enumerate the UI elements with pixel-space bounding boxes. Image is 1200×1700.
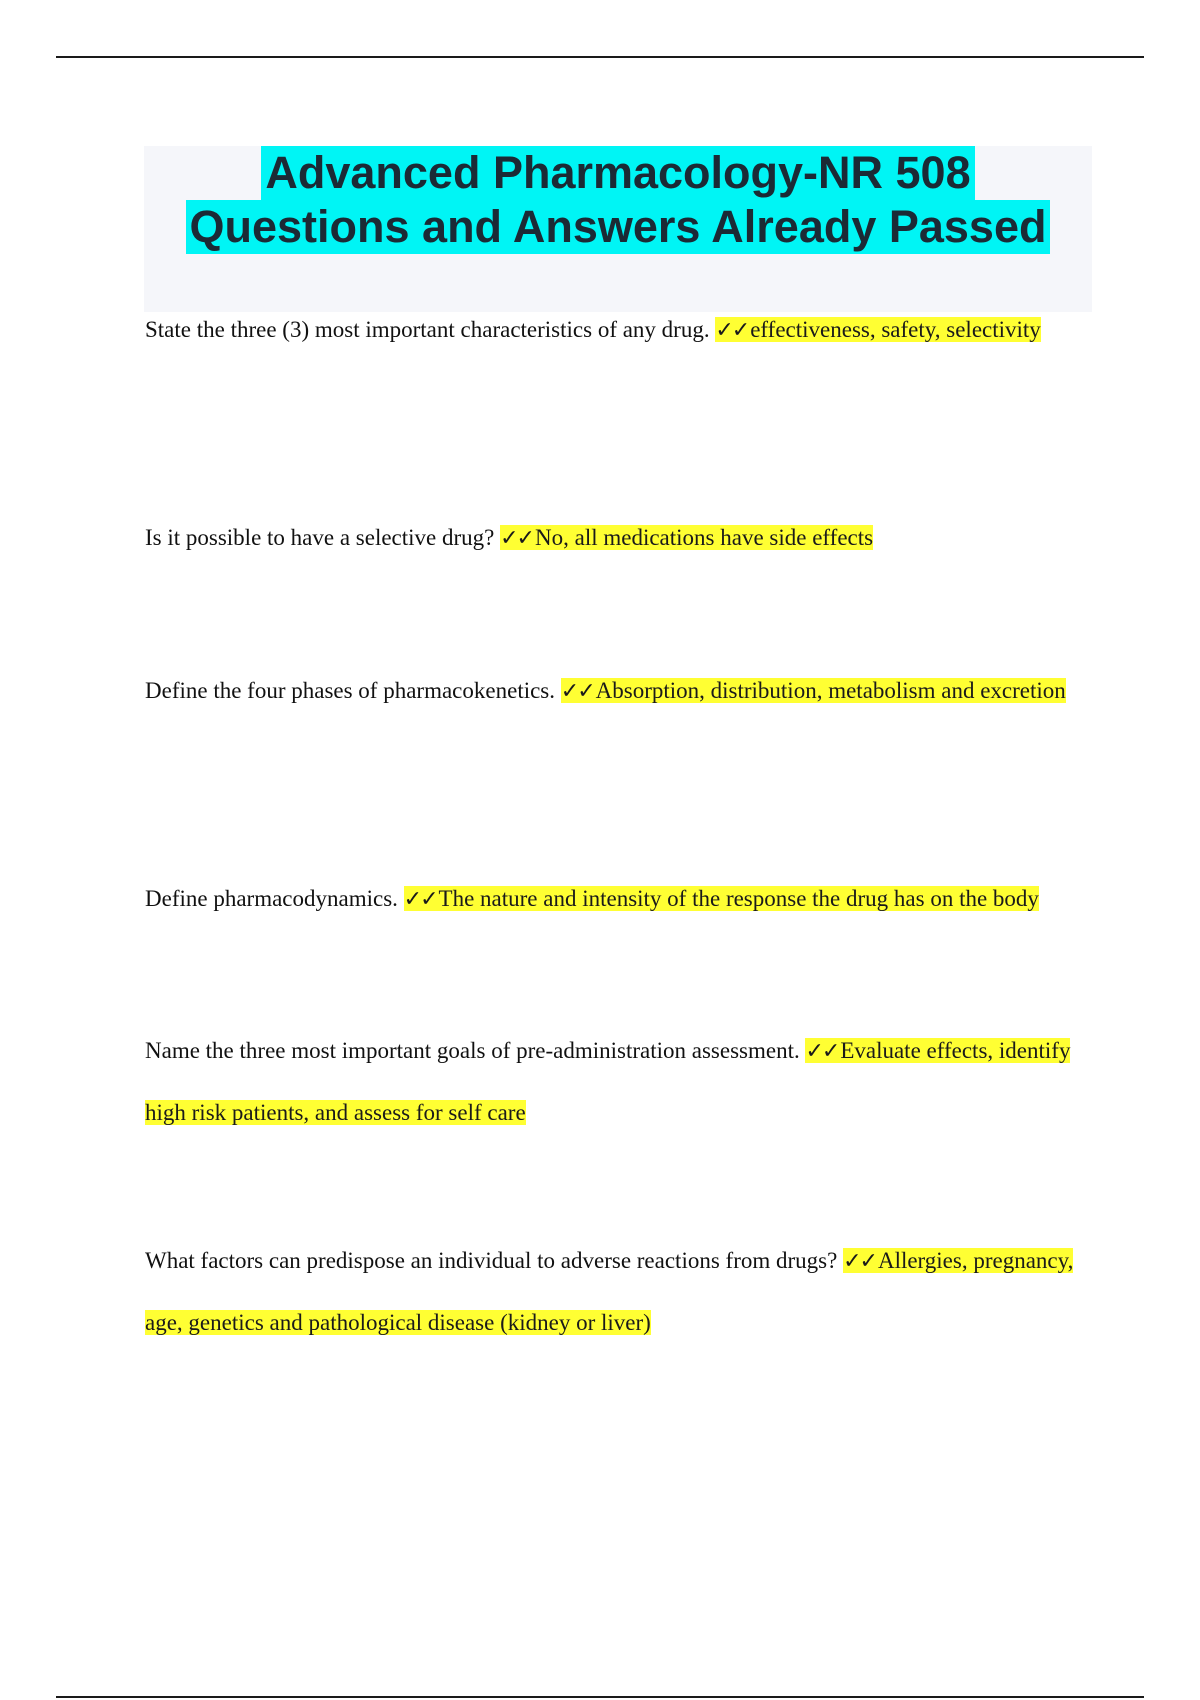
qa-item-6 [145, 1230, 1095, 1353]
answer-text: Allergies, pregnancy, age, genetics and pathological disease (kidney or liver) [145, 1248, 1074, 1335]
qa-item-4 [145, 868, 1095, 930]
question-text: What factors can predispose an individual to adverse reactions from drugs? [145, 1248, 838, 1273]
question-text: Define pharmacodynamics. [145, 886, 398, 911]
question-text: State the three (3) most important characteristics of any drug. [145, 317, 710, 342]
question-text: Define the four phases of pharmacokenetics. [145, 678, 556, 703]
question-text: Is it possible to have a selective drug? [145, 525, 495, 550]
answer-highlight [715, 317, 1040, 342]
qa-item-2 [145, 507, 1095, 569]
answer-text: effectiveness, safety, selectivity [750, 317, 1041, 342]
double-check-icon: ✓✓ [715, 318, 749, 343]
double-check-icon: ✓✓ [500, 526, 533, 551]
answer-highlight [404, 886, 1039, 911]
answer-text: Evaluate effects, identify high risk patients, and assess for self care [145, 1038, 1071, 1125]
bottom-rule [56, 1696, 1144, 1698]
qa-item-3 [145, 660, 1095, 722]
answer-text: Absorption, distribution, metabolism and excretion [595, 678, 1066, 703]
answer-highlight [561, 678, 1066, 703]
answer-text: No, all medications have side effects [535, 525, 874, 550]
document-title [144, 146, 1092, 254]
title-line-1: Advanced Pharmacology-NR 508 [261, 146, 974, 200]
question-text: Name the three most important goals of pre-administration assessment. [145, 1038, 800, 1063]
title-line-2: Questions and Answers Already Passed [186, 200, 1051, 254]
double-check-icon: ✓✓ [403, 887, 437, 912]
qa-item-5 [145, 1020, 1095, 1143]
double-check-icon: ✓✓ [560, 679, 594, 704]
double-check-icon: ✓✓ [805, 1039, 839, 1064]
answer-text: The nature and intensity of the response the drug has on the body [438, 886, 1039, 911]
double-check-icon: ✓✓ [843, 1249, 876, 1274]
answer-highlight [500, 525, 873, 550]
top-rule [56, 56, 1144, 58]
qa-item-1 [145, 299, 1095, 361]
